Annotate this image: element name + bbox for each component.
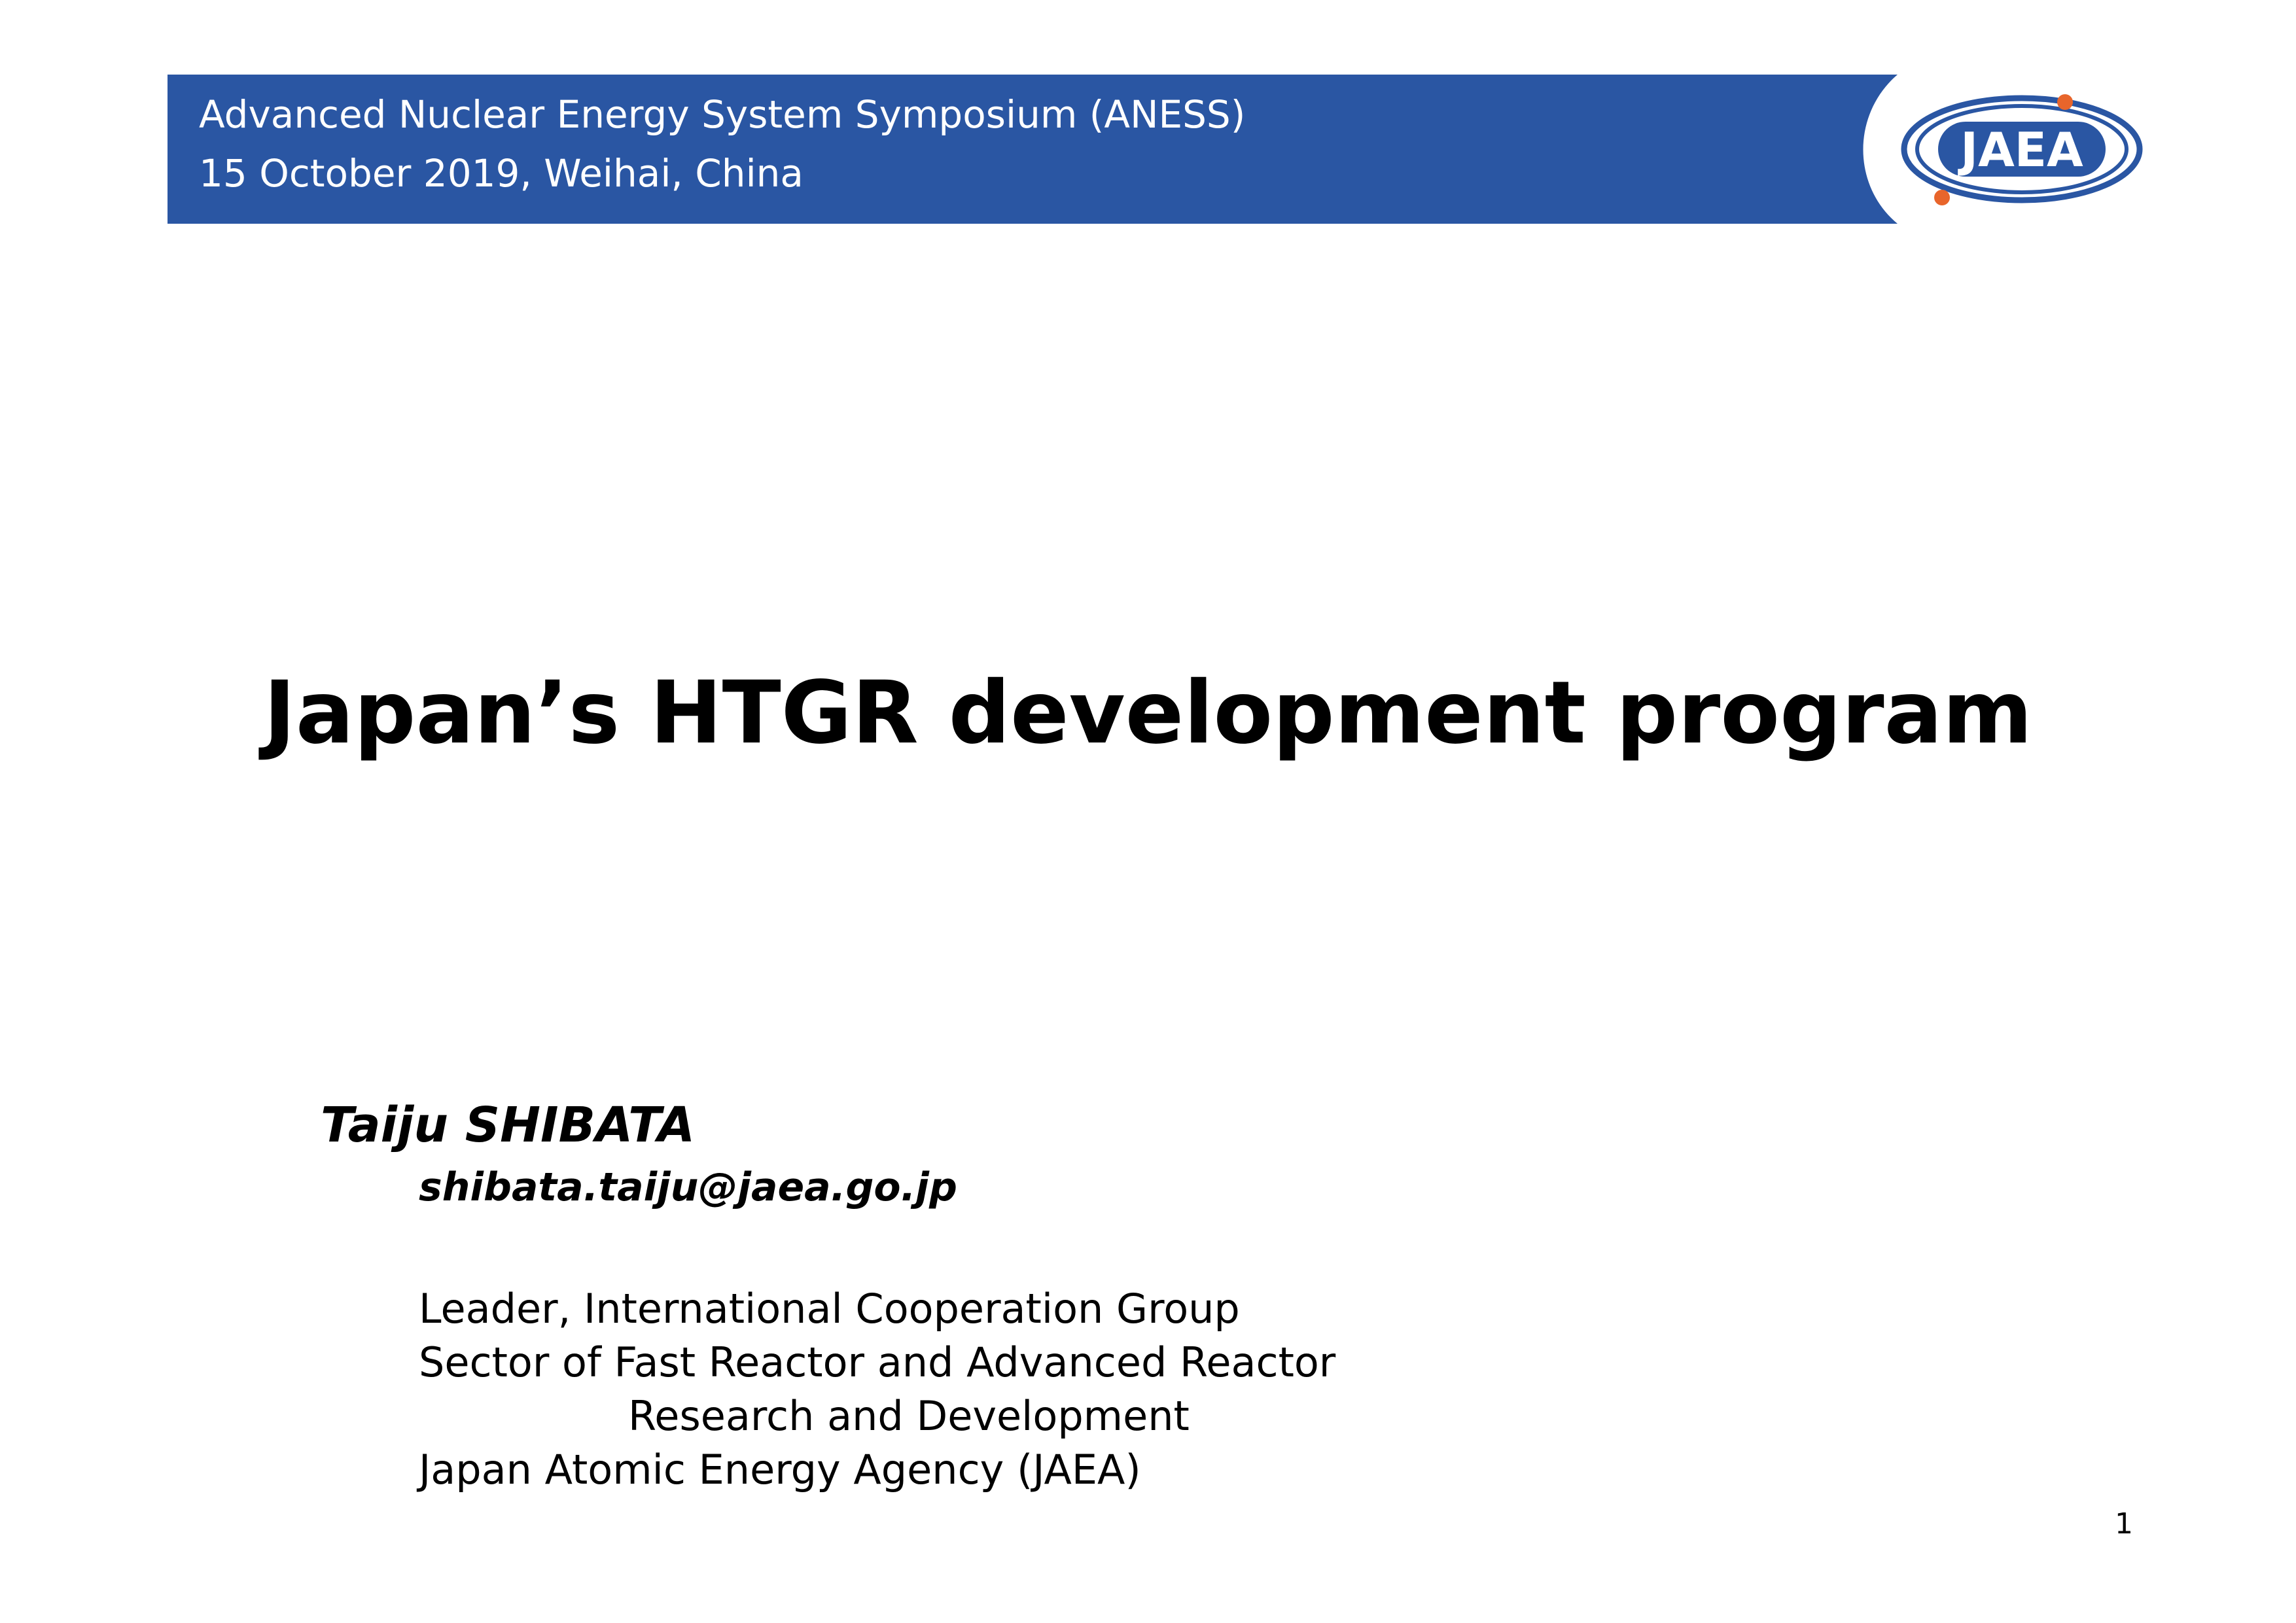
header-banner [168,75,2006,224]
page-number: 1 [2115,1507,2133,1541]
symposium-name: Advanced Nuclear Energy System Symposium (ANESS) [199,92,1246,137]
logo-text: JAEA [1960,122,2083,177]
affiliation-line: Leader, International Cooperation Group [419,1285,1240,1333]
jaea-logo [1845,75,2153,224]
affiliation-line: Japan Atomic Energy Agency (JAEA) [419,1446,1141,1493]
symposium-date-location: 15 October 2019, Weihai, China [199,151,804,196]
slide-title: Japan’s HTGR development program [263,663,2033,763]
header-text [199,85,1245,203]
affiliation-line: Sector of Fast Reactor and Advanced Reactor [419,1338,1336,1386]
affiliation-block [419,1282,1335,1497]
jaea-logo-icon [1845,75,2153,224]
author-name: Taiju SHIBATA [321,1097,696,1153]
affiliation-line: Research and Development [628,1392,1190,1440]
author-email: shibata.taiju@jaea.go.jp [419,1164,957,1210]
